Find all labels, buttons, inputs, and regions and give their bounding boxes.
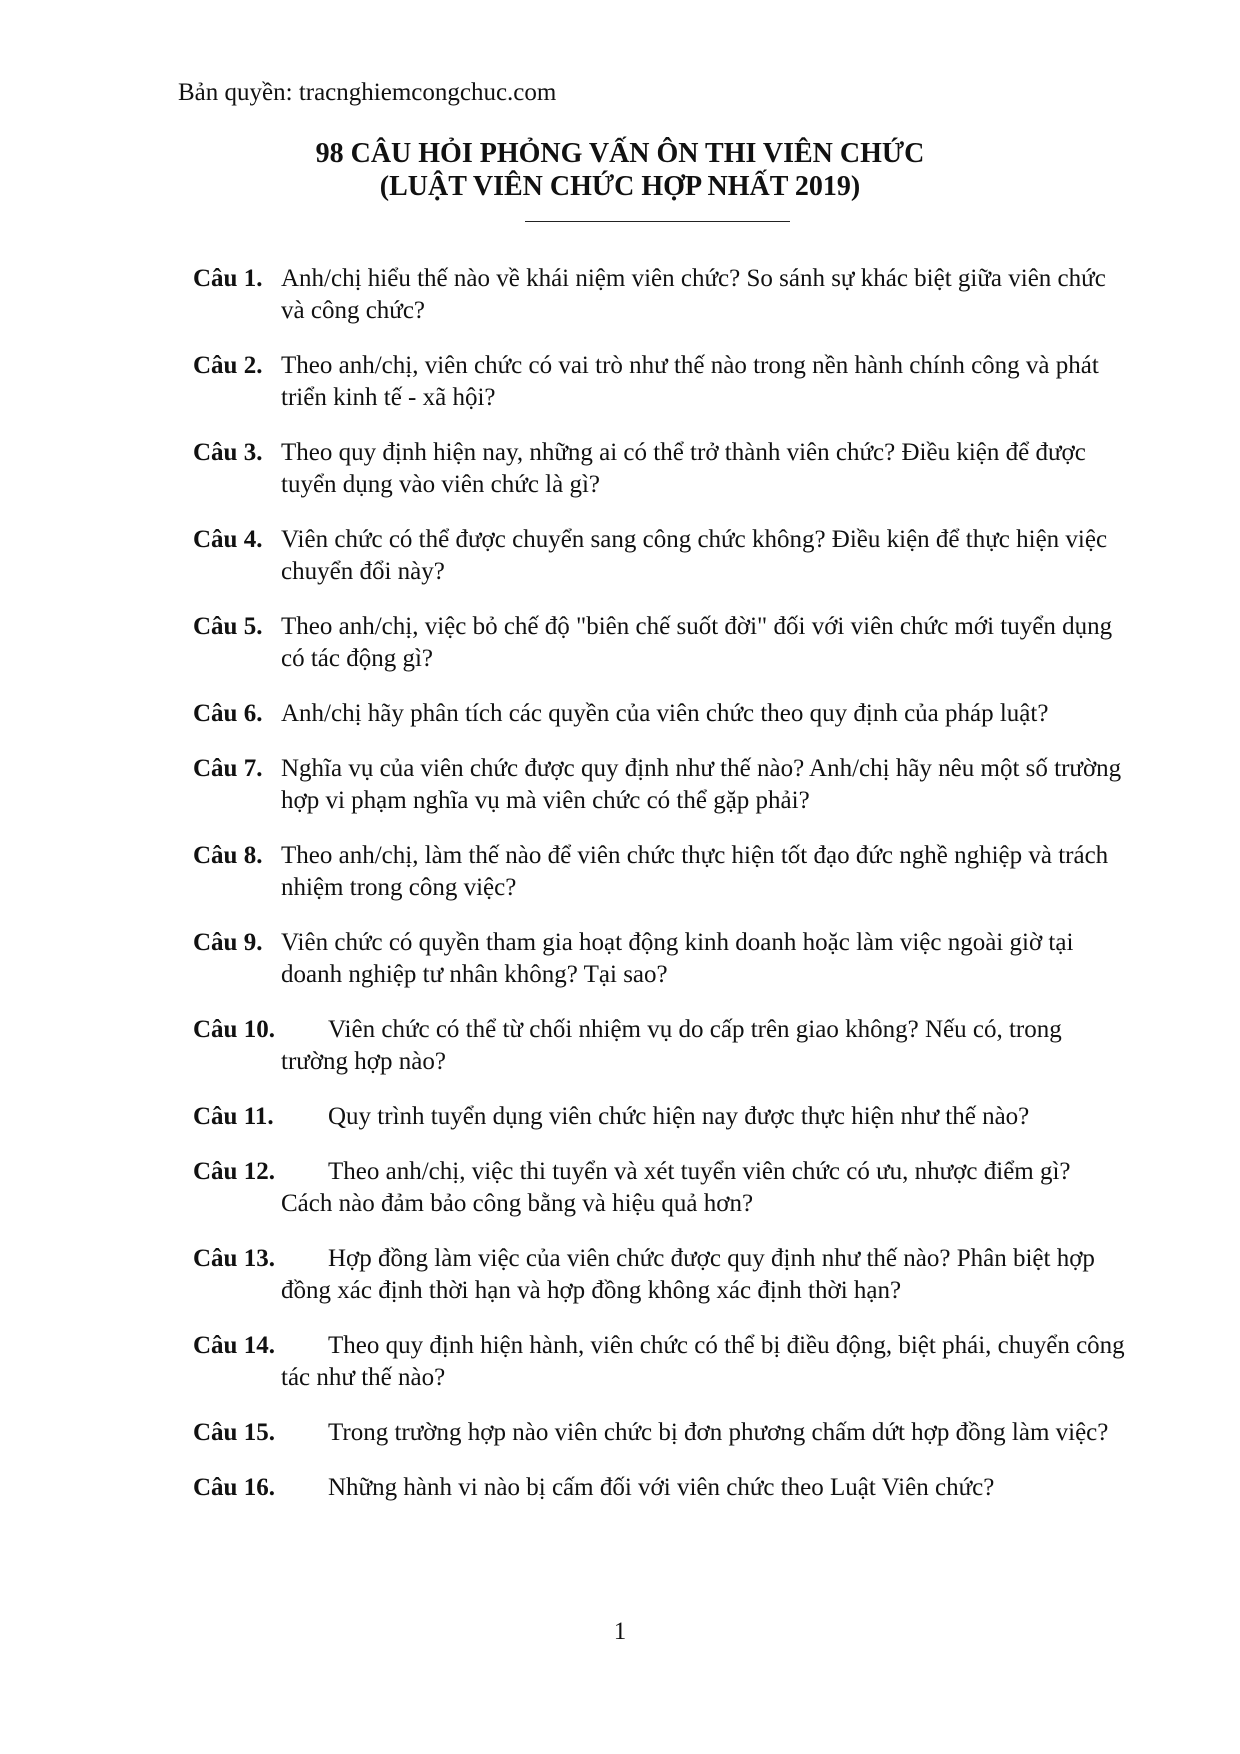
question-item: [193, 927, 1128, 991]
question-text: Viên chức có thể từ chối nhiệm vụ do cấp trên giao không? Nếu có, trong trường hợp nào?: [281, 1016, 1062, 1075]
question-item: [193, 437, 1128, 501]
question-label: Câu 9.: [193, 929, 263, 956]
question-label: Câu 7.: [193, 755, 263, 782]
question-item: [193, 524, 1128, 588]
title-divider: [525, 221, 790, 222]
question-item: [193, 263, 1128, 327]
question-text: Anh/chị hiểu thế nào về khái niệm viên chức? So sánh sự khác biệt giữa viên chức và công chức?: [281, 265, 1106, 324]
question-label: Câu 6.: [193, 700, 263, 727]
question-text: Theo anh/chị, việc thi tuyển và xét tuyển viên chức có ưu, nhược điểm gì? Cách nào đảm bảo công bằng và hiệu quả hơn?: [281, 1158, 1071, 1217]
question-text: Nghĩa vụ của viên chức được quy định như thế nào? Anh/chị hãy nêu một số trường hợp vi phạm nghĩa vụ mà viên chức có thể gặp phải?: [281, 755, 1122, 814]
question-text: Theo quy định hiện hành, viên chức có thể bị điều động, biệt phái, chuyển công tác như thế nào?: [281, 1332, 1125, 1391]
question-label: Câu 10.: [193, 1016, 275, 1043]
copyright-notice: Bản quyền: tracnghiemcongchuc.com: [178, 79, 557, 106]
question-text: Những hành vi nào bị cấm đối với viên chức theo Luật Viên chức?: [328, 1474, 995, 1501]
question-item: [193, 1472, 1128, 1504]
question-item: [193, 1243, 1128, 1307]
question-list: [193, 263, 1128, 1527]
question-item: [193, 1101, 1128, 1133]
question-text: Trong trường hợp nào viên chức bị đơn phương chấm dứt hợp đồng làm việc?: [328, 1419, 1109, 1446]
question-item: [193, 1014, 1128, 1078]
question-label: Câu 15.: [193, 1419, 275, 1446]
question-label: Câu 1.: [193, 265, 263, 292]
title-line-2: (LUẬT VIÊN CHỨC HỢP NHẤT 2019): [379, 171, 861, 202]
question-text: Quy trình tuyển dụng viên chức hiện nay được thực hiện như thế nào?: [328, 1103, 1030, 1130]
question-text: Viên chức có quyền tham gia hoạt động kinh doanh hoặc làm việc ngoài giờ tại doanh nghiệp tư nhân không? Tại sao?: [281, 929, 1074, 988]
question-item: [193, 1156, 1128, 1220]
question-item: [193, 1330, 1128, 1394]
question-label: Câu 3.: [193, 439, 263, 466]
question-label: Câu 13.: [193, 1245, 275, 1272]
question-item: [193, 840, 1128, 904]
question-text: Viên chức có thể được chuyển sang công chức không? Điều kiện để thực hiện việc chuyển đổi này?: [281, 526, 1108, 585]
title-line-1: 98 CÂU HỎI PHỎNG VẤN ÔN THI VIÊN CHỨC: [315, 138, 925, 169]
document-title: [0, 137, 1240, 203]
question-item: [193, 350, 1128, 414]
question-label: Câu 12.: [193, 1158, 275, 1185]
question-label: Câu 14.: [193, 1332, 275, 1359]
question-item: [193, 753, 1128, 817]
question-text: Theo quy định hiện nay, những ai có thể trở thành viên chức? Điều kiện để được tuyển dụng vào viên chức là gì?: [281, 439, 1086, 498]
question-label: Câu 16.: [193, 1474, 275, 1501]
question-item: [193, 611, 1128, 675]
question-text: Theo anh/chị, viên chức có vai trò như thế nào trong nền hành chính công và phát triển kinh tế - xã hội?: [281, 352, 1099, 411]
question-label: Câu 11.: [193, 1103, 274, 1130]
question-item: [193, 1417, 1128, 1449]
question-text: Theo anh/chị, việc bỏ chế độ "biên chế suốt đời" đối với viên chức mới tuyển dụng có tác động gì?: [281, 613, 1113, 672]
question-text: Theo anh/chị, làm thế nào để viên chức thực hiện tốt đạo đức nghề nghiệp và trách nhiệm trong công việc?: [281, 842, 1109, 901]
question-label: Câu 2.: [193, 352, 263, 379]
question-item: [193, 698, 1128, 730]
question-label: Câu 5.: [193, 613, 263, 640]
question-text: Anh/chị hãy phân tích các quyền của viên chức theo quy định của pháp luật?: [281, 700, 1049, 727]
question-label: Câu 4.: [193, 526, 263, 553]
page-number: 1: [613, 1618, 627, 1645]
question-text: Hợp đồng làm việc của viên chức được quy định như thế nào? Phân biệt hợp đồng xác định thời hạn và hợp đồng không xác định thời hạn?: [281, 1245, 1095, 1304]
question-label: Câu 8.: [193, 842, 263, 869]
